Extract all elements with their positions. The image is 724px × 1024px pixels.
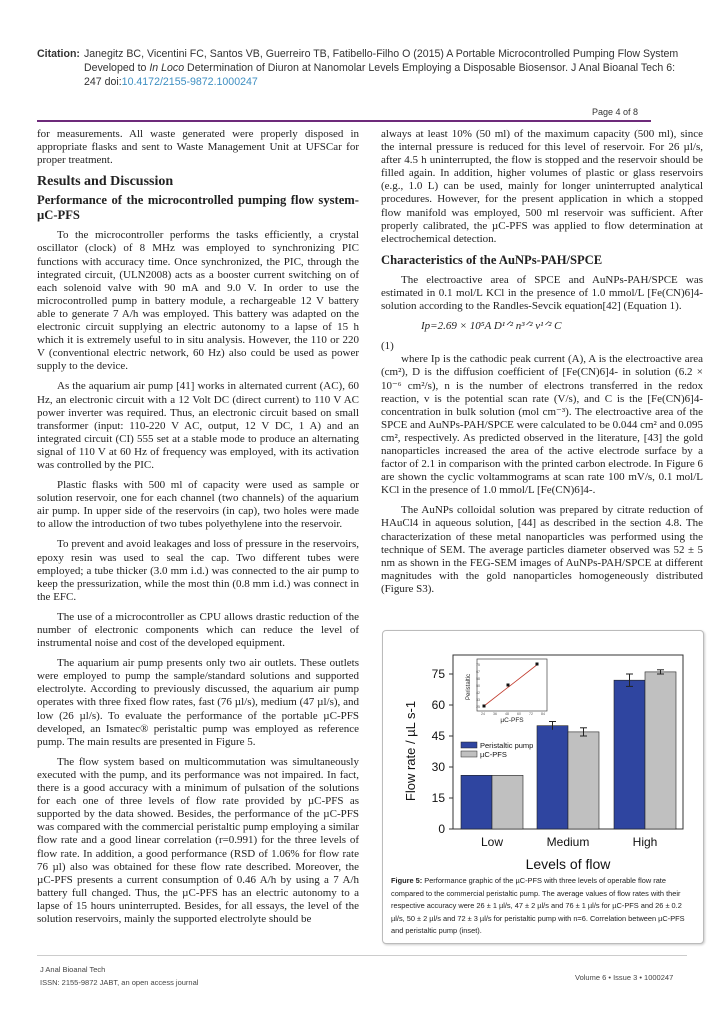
chart-legend [461,741,533,759]
issn: ISSN: 2155-9872 JABT, an open access journal [40,977,199,987]
paragraph: To prevent and avoid leakages and loss of pressure in the reservoirs, epoxy resin was used to seal the cap. Two different tubes were employed; a tube thicker (3.0 mm i.d.) was connected to the air pump to keep the pressurization, while the most thin (0.8 mm i.d.) was connect in the EFC. [37,538,359,603]
y-tick: 30 [431,760,445,774]
legend-peristaltic: Peristaltic pump [480,741,534,750]
bar-low-peristaltic [461,775,492,829]
inset-y-tick: 67 [476,670,480,674]
inset-x-tick: 48 [505,712,509,716]
y-tick: 0 [438,822,445,836]
inset-x-tick: 36 [493,712,497,716]
bar-medium-peristaltic [537,726,568,829]
bar-low-ucpfs [492,775,523,829]
intro-paragraph: always at least 10% (50 ml) of the maximum capacity (500 ml), since the internal pressure is reduced for this level of reservoir. For 26 µl/s, after 4.5 h uninterrupted, the flow is stopped and the reservoir should be filled again. In addition, higher volumes of plastic or glass reservoirs (e.g., 1.0 L) can be used, mainly for longer uninterrupted analytical procedures. However, for the present application in which a stopped flow manifold was employed, 500 ml reservoir was sufficient. After properly calibrated, the µC-PFS was applied to flow determination at electrochemical detection. [381,128,703,245]
footer-rule [37,955,687,956]
y-tick: 45 [431,729,445,743]
citation-italic: In Loco [149,62,185,74]
legend-ucpfs: µC-PFS [480,750,507,759]
y-axis-ticks [432,667,453,836]
citation [37,47,687,89]
footer-left [40,964,198,989]
caption-text: Performance graphic of the µC-PFS with three levels of operable flow rate compared to the commercial peristaltic pump. The average values of flow rates with their respective accuracy were 26 ± 1 µl/s, 47 ± 2 µl/s and 76 ± 1 µl/s for µC-PFS and 26 ± 0.2 µl/s, 50 ± 2 µl/s and 72 ± 3 µl/s for peristaltic pump with n=6. Correlation between µC-PFS and peristaltic pump (inset). [391,876,685,935]
inset-y-tick: 42 [476,691,480,695]
right-column [381,128,703,603]
paragraph: The use of a microcontroller as CPU allows drastic reduction of the number of electronic components which can reduce the level of instrumental noise and cost of the developed equipment. [37,610,359,650]
inset-x-label: µC-PFS [500,717,524,724]
doi-link[interactable]: 10.4172/2155-9872.1000247 [121,76,258,88]
paragraph: As the aquarium air pump [41] works in alternated current (AC), 60 Hz, an electronic circuit with a 12 Volt DC (direct current) to 110 V AC power inverter was required. Thus, an electronic circuit based on small transformer (input: 110-220 V AC, output, 12 V DC, 1 A) and an integrated circuit (CI) 555 set at a stable mode to produce an alternating signal of 110 V at 60 Hz of frequency was employed, with its activation was controlled by the PIC. [37,380,359,471]
bar-medium-ucpfs [568,732,599,829]
inset-x-tick: 24 [481,712,485,716]
left-column [37,128,359,933]
inset-x-tick: 72 [529,712,533,716]
y-tick: 60 [431,698,445,712]
citation-label: Citation: [37,48,80,60]
citation-body [84,47,687,89]
equation-number: (1) [381,340,394,353]
inset-x-tick: 84 [541,712,545,716]
bar-high-ucpfs [645,672,676,829]
header-rule [37,120,651,122]
x-axis-label: Levels of flow [525,856,611,871]
citation-text: Janegitz BC, Vicentini FC, Santos VB, Guerreiro TB, Fatibello-Filho O (2015) A Portable Microcontrolled Pumping Flow System Developed to [83,48,679,74]
y-tick: 75 [431,667,445,681]
y-tick: 15 [431,791,445,805]
x-tick-medium: Medium [546,835,590,849]
citation-text-2: Determination of Diuron at Nanomolar Levels Employing a Disposable Biosensor. J Anal Bioanal Tech 6: 247 doi: [83,62,676,88]
inset-y-tick: 75 [476,663,480,667]
paragraph: The flow system based on multicommutation was simultaneously executed with the pump, and its performance was not impaired. In fact, there is a good accuracy with a minimum of pulsation of the solutions for each one of three levels of flow rate provided by µC-PFS as supported by the data showed. Besides, the performance of the µC-PFS was compared with the commercial peristaltic pump employing a similar flow rate and a good linear correlation (r=0.991) for the three levels of flow rate. In addition, a good performance (RSD of 1.06% for flow rate 76 µl) also was obtained for these flow rate described. Moreover, the µC-PFS presents a current consumption of 0.46 A/h by using a 7 A/h battery full changed. Thus, the µC-PFS has an electric autonomy to a lapse of 15 hours uninterrupted. Besides, for all essays, the level of the solution reservoirs, mainly the supported electrolyte should be [37,755,359,925]
x-tick-high: High [632,835,658,849]
subsection-title: Characteristics of the AuNPs-PAH/SPCE [381,252,603,267]
paragraph: where Ip is the cathodic peak current (A), A is the electroactive area (cm²), D is the diffusion coefficient of [Fe(CN)6]4- in solution (6.2 × 10⁻⁶ cm²/s), n is the number of electrons transferred in the redox reaction, v is the potential scan rate (V/s), and C is the [Fe(CN)6]4- concentration in bulk solution (mol cm⁻³). The electroactive area of the SPCE and AuNPs-PAH/SPCE were calculated to be 0.044 cm² and 0.095 cm², respectively. As predicted observed in the literature, [43] the gold nanoparticles increased the area of the active electrode surface by a factor of 2.1 in comparison with the printed carbon electrode. In Figure 6 are shown the cyclic voltammograms at scan rate 100 mV/s, 0.1 mol/L KCl in the presence of 1.0 mmol/L [Fe(CN)6]4-. [381,353,703,497]
inset-x-tick: 60 [517,712,521,716]
journal-name: J Anal Bioanal Tech [40,965,106,974]
paragraph: Plastic flasks with 500 ml of capacity were used as sample or solution reservoir, one for each channel (two channels) of the aquarium air pump. In upper side of the reservoirs (in cap), two holes were made to allow the introduction of two tubes polyethylene into the reservoir. [37,479,359,531]
inset-y-tick: 58 [476,677,480,681]
y-axis-label: Flow rate / µL s-1 [403,700,418,802]
inset-y-tick: 33 [476,698,480,702]
x-tick-low: Low [480,835,504,849]
intro-paragraph: for measurements. All waste generated were properly disposed in appropriate flasks and sent to Waste Management Unit at UFSCar for proper treatment. [37,128,359,167]
paragraph: The AuNPs colloidal solution was prepared by citrate reduction of HAuCl4 in aqueous solution, [44] as described in the section 4.8. The characterization of these metal nanoparticles was performed using the technique of SEM. The average particles diameter observed was 52 ± 5 nm as shown in the FEG-SEM images of AuNPs-PAH/SPCE at different magnitudes with the gold nanoparticles homogeneously distributed (Figure S3). [381,504,703,595]
equation: Ip=2.69 × 10⁵A D¹ᐟ² n³ᐟ² v¹ᐟ² C [421,320,562,333]
bar-chart [393,641,693,871]
paragraph: The electroactive area of SPCE and AuNPs-PAH/SPCE was estimated in 0.1 mol/L KCl in the presence of 1.0 mmol/L [Fe(CN)6]4- solution according to the Randles-Sevcik equation[42] (Equation 1). [381,273,703,313]
figure-caption [391,875,695,938]
section-title: Results and Discussion [37,174,174,190]
paragraph: To the microcontroller performs the tasks efficiently, a crystal oscillator (clock) of 8 MHz was employed to synchronizing PIC functions with accuracy time. Once synchronized, the PIC, through the integrated circuit, (ULN2008) acts as a booster current switching on of each solenoid valve with 90 mA and 9.0 V. In order to use the microcontrolled pump in battery module, a rechargeable 12 V battery able to generate 7 A/h was employed. This battery was adapted on the electronic circuit supplying an electric autonomy to a lapse of 15 h which it is extremely useful to in situ analysis. However, the 110 or 220 V (conventional electric network, 60 Hz) also could be used as power supply to the device. [37,229,359,373]
caption-label: Figure 5: [391,876,423,885]
inset-y-label: Peristaltic [466,673,472,701]
inset-chart [466,659,547,724]
subsection-title: Performance of the microcontrolled pumping flow system-µC-PFS [37,193,359,223]
volume-info: Volume 6 • Issue 3 • 1000247 [575,973,674,982]
inset-y-tick: 50 [476,684,480,688]
inset-y-tick: 25 [476,705,480,709]
paragraph: The aquarium air pump presents only two air outlets. These outlets were employed to pump the sample/standard solutions and supported electrolyte. According to previously discussed, the aquarium air pump operates with three fixed flow rates, fast (76 µl/s), medium (47 µl/s), and low (26 µl/s). To evaluate the performance of the portable µC-PFS developed, an Ismatec® peristaltic pump was employed as reference pump. The main results are presented in Figure 5. [37,657,359,748]
bar-high-peristaltic [614,680,645,829]
page-number: Page 4 of 8 [591,107,638,117]
figure-5 [382,630,704,944]
